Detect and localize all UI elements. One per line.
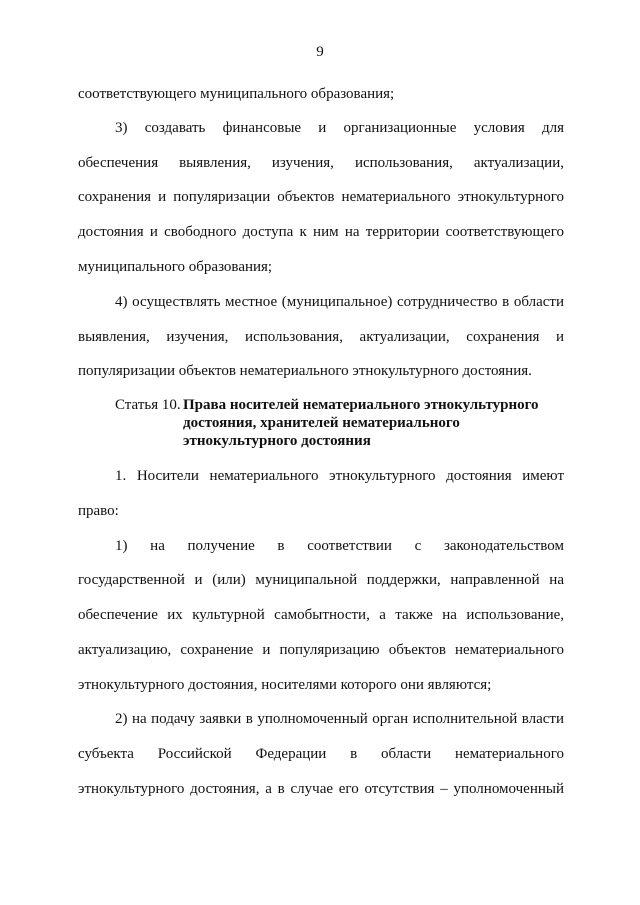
text-line: 4) осуществлять местное (муниципальное) сотрудничество в области <box>115 294 564 310</box>
text-line: государственной и (или) муниципальной поддержки, направленной на <box>78 572 564 588</box>
text-line: сохранения и популяризации объектов нематериального этнокультурного <box>78 189 564 205</box>
article-title-line: достояния, хранителей нематериального <box>183 415 460 431</box>
text-line: обеспечения выявления, изучения, использования, актуализации, <box>78 155 564 171</box>
text-line: 1) на получение в соответствии с законодательством <box>115 538 564 554</box>
text-line: достояния и свободного доступа к ним на территории соответствующего <box>78 224 564 240</box>
article-title-line: этнокультурного достояния <box>183 433 371 449</box>
article-title <box>183 396 565 450</box>
text-line: 3) создавать финансовые и организационные условия для <box>115 120 564 136</box>
text-line: популяризации объектов нематериального этнокультурного достояния. <box>78 363 532 379</box>
text-line: муниципального образования; <box>78 259 273 275</box>
text-line: право: <box>78 503 119 519</box>
text-line: 1. Носители нематериального этнокультурного достояния имеют <box>115 468 564 484</box>
article-label: Статья 10. <box>115 397 181 413</box>
article-title-line: Права носителей нематериального этнокультурного <box>183 397 539 413</box>
text-line: этнокультурного достояния, носителями которого они являются; <box>78 677 492 693</box>
text-line: соответствующего муниципального образования; <box>78 86 395 102</box>
text-line: 2) на подачу заявки в уполномоченный орган исполнительной власти <box>115 711 564 727</box>
text-line: выявления, изучения, использования, актуализации, сохранения и <box>78 329 564 345</box>
text-line: актуализацию, сохранение и популяризацию объектов нематериального <box>78 642 564 658</box>
text-line: обеспечение их культурной самобытности, а также на использование, <box>78 607 564 623</box>
page-number: 9 <box>316 44 324 60</box>
text-line: этнокультурного достояния, а в случае его отсутствия – уполномоченный <box>78 781 564 797</box>
text-line: субъекта Российской Федерации в области нематериального <box>78 746 564 762</box>
